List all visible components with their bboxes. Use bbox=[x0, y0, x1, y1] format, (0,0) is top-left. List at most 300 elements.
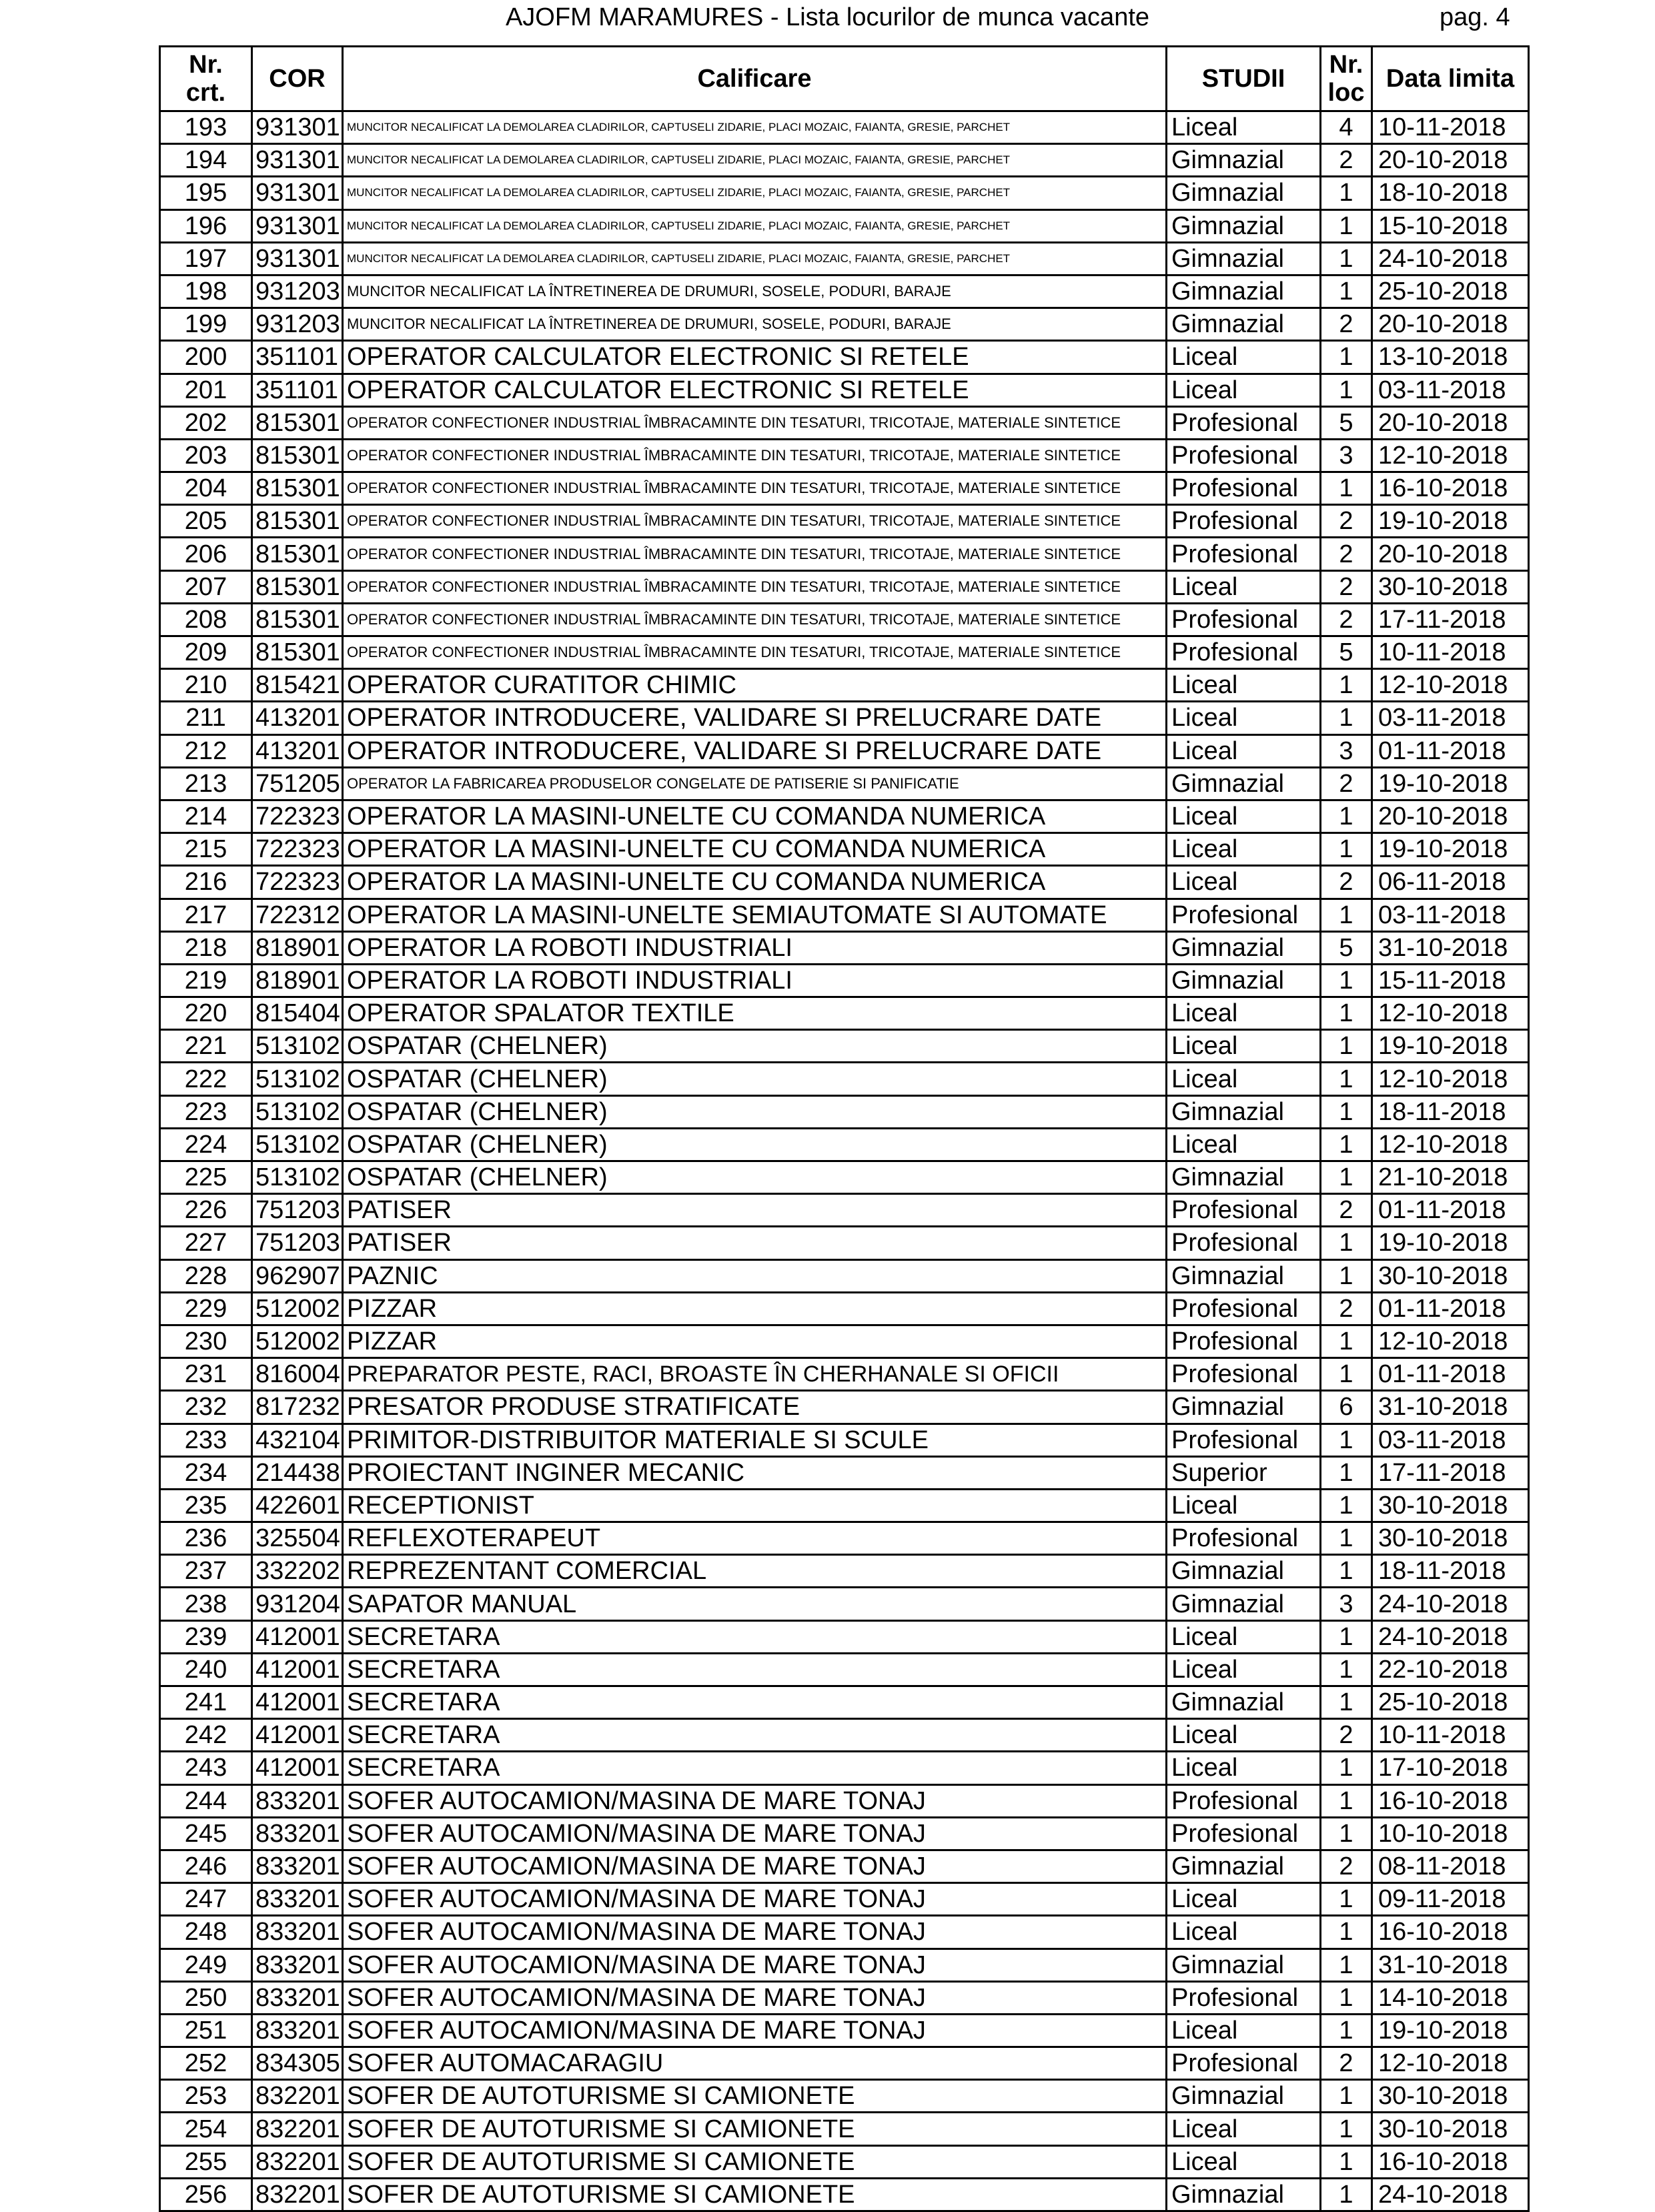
calificare-cell: SOFER AUTOCAMION/MASINA DE MARE TONAJ bbox=[343, 2014, 1167, 2047]
table-row bbox=[160, 439, 1529, 472]
table-row bbox=[160, 1161, 1529, 1194]
table-row bbox=[160, 1949, 1529, 1981]
cor-code-cell: 422601 bbox=[252, 1489, 343, 1522]
studii-cell: Liceal bbox=[1167, 997, 1321, 1030]
studii-cell: Gimnazial bbox=[1167, 964, 1321, 997]
data-limita-cell: 25-10-2018 bbox=[1372, 275, 1529, 308]
calificare-cell: OPERATOR LA FABRICAREA PRODUSELOR CONGELATE DE PATISERIE SI PANIFICATIE bbox=[343, 767, 1167, 800]
calificare-cell: SOFER AUTOCAMION/MASINA DE MARE TONAJ bbox=[343, 1784, 1167, 1817]
table-row bbox=[160, 2047, 1529, 2080]
cor-code-cell: 751203 bbox=[252, 1194, 343, 1227]
table-row bbox=[160, 899, 1529, 931]
studii-cell: Gimnazial bbox=[1167, 308, 1321, 341]
table-row bbox=[160, 1489, 1529, 1522]
row-number-cell: 221 bbox=[160, 1030, 252, 1063]
calificare-cell: SOFER DE AUTOTURISME SI CAMIONETE bbox=[343, 2113, 1167, 2145]
studii-cell: Profesional bbox=[1167, 1358, 1321, 1391]
cor-code-cell: 513102 bbox=[252, 1095, 343, 1128]
cor-code-cell: 815301 bbox=[252, 603, 343, 636]
data-limita-cell: 24-10-2018 bbox=[1372, 2178, 1529, 2211]
studii-cell: Gimnazial bbox=[1167, 2080, 1321, 2113]
nr-loc-cell: 1 bbox=[1321, 1424, 1372, 1456]
data-limita-cell: 19-10-2018 bbox=[1372, 2014, 1529, 2047]
data-limita-cell: 03-11-2018 bbox=[1372, 702, 1529, 734]
column-header-nr-loc-label: Nr. loc bbox=[1327, 51, 1365, 107]
calificare-cell: OPERATOR CONFECTIONER INDUSTRIAL ÎMBRACAMINTE DIN TESATURI, TRICOTAJE, MATERIALE SINTETICE bbox=[343, 505, 1167, 538]
data-limita-cell: 12-10-2018 bbox=[1372, 1063, 1529, 1095]
data-limita-cell: 30-10-2018 bbox=[1372, 570, 1529, 603]
studii-cell: Profesional bbox=[1167, 1424, 1321, 1456]
nr-loc-cell: 1 bbox=[1321, 1555, 1372, 1588]
studii-cell: Gimnazial bbox=[1167, 1588, 1321, 1620]
calificare-cell: OPERATOR INTRODUCERE, VALIDARE SI PRELUCRARE DATE bbox=[343, 702, 1167, 734]
cor-code-cell: 413201 bbox=[252, 734, 343, 767]
data-limita-cell: 01-11-2018 bbox=[1372, 1292, 1529, 1325]
nr-loc-cell: 1 bbox=[1321, 209, 1372, 242]
nr-loc-cell: 1 bbox=[1321, 1981, 1372, 2014]
cor-code-cell: 513102 bbox=[252, 1063, 343, 1095]
calificare-cell: OSPATAR (CHELNER) bbox=[343, 1095, 1167, 1128]
vacancies-table bbox=[159, 45, 1530, 2212]
calificare-cell: MUNCITOR NECALIFICAT LA ÎNTRETINEREA DE DRUMURI, SOSELE, PODURI, BARAJE bbox=[343, 308, 1167, 341]
row-number-cell: 217 bbox=[160, 899, 252, 931]
table-row bbox=[160, 1883, 1529, 1916]
nr-loc-cell: 1 bbox=[1321, 1817, 1372, 1850]
data-limita-cell: 12-10-2018 bbox=[1372, 2047, 1529, 2080]
nr-loc-cell: 1 bbox=[1321, 1916, 1372, 1949]
nr-loc-cell: 1 bbox=[1321, 1456, 1372, 1489]
table-row bbox=[160, 1916, 1529, 1949]
nr-loc-cell: 1 bbox=[1321, 899, 1372, 931]
table-row bbox=[160, 1325, 1529, 1357]
table-row bbox=[160, 1784, 1529, 1817]
data-limita-cell: 20-10-2018 bbox=[1372, 800, 1529, 833]
row-number-cell: 201 bbox=[160, 374, 252, 406]
calificare-cell: OPERATOR CALCULATOR ELECTRONIC SI RETELE bbox=[343, 341, 1167, 374]
cor-code-cell: 815301 bbox=[252, 636, 343, 669]
cor-code-cell: 931301 bbox=[252, 242, 343, 275]
table-row bbox=[160, 2080, 1529, 2113]
table-row bbox=[160, 1719, 1529, 1752]
row-number-cell: 227 bbox=[160, 1227, 252, 1259]
calificare-cell: SOFER AUTOCAMION/MASINA DE MARE TONAJ bbox=[343, 1916, 1167, 1949]
calificare-cell: OSPATAR (CHELNER) bbox=[343, 1030, 1167, 1063]
table-row bbox=[160, 636, 1529, 669]
studii-cell: Gimnazial bbox=[1167, 1686, 1321, 1719]
data-limita-cell: 18-11-2018 bbox=[1372, 1095, 1529, 1128]
row-number-cell: 237 bbox=[160, 1555, 252, 1588]
studii-cell: Liceal bbox=[1167, 1719, 1321, 1752]
data-limita-cell: 20-10-2018 bbox=[1372, 308, 1529, 341]
data-limita-cell: 30-10-2018 bbox=[1372, 1522, 1529, 1555]
calificare-cell: SOFER AUTOCAMION/MASINA DE MARE TONAJ bbox=[343, 1850, 1167, 1882]
row-number-cell: 218 bbox=[160, 931, 252, 964]
table-row bbox=[160, 2113, 1529, 2145]
nr-loc-cell: 1 bbox=[1321, 1489, 1372, 1522]
table-row bbox=[160, 1752, 1529, 1784]
nr-loc-cell: 5 bbox=[1321, 636, 1372, 669]
nr-loc-cell: 1 bbox=[1321, 1128, 1372, 1161]
data-limita-cell: 16-10-2018 bbox=[1372, 1784, 1529, 1817]
cor-code-cell: 931301 bbox=[252, 111, 343, 144]
cor-code-cell: 751203 bbox=[252, 1227, 343, 1259]
table-row bbox=[160, 767, 1529, 800]
nr-loc-cell: 2 bbox=[1321, 308, 1372, 341]
cor-code-cell: 815301 bbox=[252, 505, 343, 538]
calificare-cell: OPERATOR CONFECTIONER INDUSTRIAL ÎMBRACAMINTE DIN TESATURI, TRICOTAJE, MATERIALE SINTETICE bbox=[343, 538, 1167, 570]
table-row bbox=[160, 1095, 1529, 1128]
nr-loc-cell: 3 bbox=[1321, 439, 1372, 472]
row-number-cell: 193 bbox=[160, 111, 252, 144]
nr-loc-cell: 2 bbox=[1321, 1719, 1372, 1752]
studii-cell: Profesional bbox=[1167, 1227, 1321, 1259]
calificare-cell: PIZZAR bbox=[343, 1325, 1167, 1357]
calificare-cell: MUNCITOR NECALIFICAT LA DEMOLAREA CLADIRILOR, CAPTUSELI ZIDARIE, PLACI MOZAIC, FAIANTA, GRESIE, PARCHET bbox=[343, 242, 1167, 275]
nr-loc-cell: 5 bbox=[1321, 931, 1372, 964]
table-row bbox=[160, 1063, 1529, 1095]
cor-code-cell: 833201 bbox=[252, 1949, 343, 1981]
data-limita-cell: 15-11-2018 bbox=[1372, 964, 1529, 997]
row-number-cell: 250 bbox=[160, 1981, 252, 2014]
studii-cell: Gimnazial bbox=[1167, 1259, 1321, 1292]
row-number-cell: 233 bbox=[160, 1424, 252, 1456]
table-row bbox=[160, 734, 1529, 767]
data-limita-cell: 16-10-2018 bbox=[1372, 1916, 1529, 1949]
studii-cell: Gimnazial bbox=[1167, 1095, 1321, 1128]
row-number-cell: 215 bbox=[160, 833, 252, 866]
row-number-cell: 216 bbox=[160, 866, 252, 899]
row-number-cell: 198 bbox=[160, 275, 252, 308]
data-limita-cell: 03-11-2018 bbox=[1372, 374, 1529, 406]
calificare-cell: OPERATOR CONFECTIONER INDUSTRIAL ÎMBRACAMINTE DIN TESATURI, TRICOTAJE, MATERIALE SINTETICE bbox=[343, 439, 1167, 472]
table-row bbox=[160, 1588, 1529, 1620]
studii-cell: Profesional bbox=[1167, 1292, 1321, 1325]
cor-code-cell: 325504 bbox=[252, 1522, 343, 1555]
cor-code-cell: 931301 bbox=[252, 177, 343, 209]
data-limita-cell: 06-11-2018 bbox=[1372, 866, 1529, 899]
calificare-cell: SOFER AUTOCAMION/MASINA DE MARE TONAJ bbox=[343, 1981, 1167, 2014]
nr-loc-cell: 1 bbox=[1321, 1883, 1372, 1916]
row-number-cell: 246 bbox=[160, 1850, 252, 1882]
data-limita-cell: 30-10-2018 bbox=[1372, 1259, 1529, 1292]
studii-cell: Profesional bbox=[1167, 603, 1321, 636]
table-row bbox=[160, 800, 1529, 833]
column-header-nr-loc bbox=[1321, 47, 1372, 111]
calificare-cell: OPERATOR CONFECTIONER INDUSTRIAL ÎMBRACAMINTE DIN TESATURI, TRICOTAJE, MATERIALE SINTETICE bbox=[343, 406, 1167, 439]
nr-loc-cell: 1 bbox=[1321, 1095, 1372, 1128]
studii-cell: Gimnazial bbox=[1167, 1161, 1321, 1194]
studii-cell: Liceal bbox=[1167, 2014, 1321, 2047]
studii-cell: Profesional bbox=[1167, 505, 1321, 538]
nr-loc-cell: 2 bbox=[1321, 1850, 1372, 1882]
studii-cell: Gimnazial bbox=[1167, 1555, 1321, 1588]
row-number-cell: 240 bbox=[160, 1653, 252, 1686]
column-header-nr-crt bbox=[160, 47, 252, 111]
studii-cell: Profesional bbox=[1167, 1784, 1321, 1817]
row-number-cell: 228 bbox=[160, 1259, 252, 1292]
data-limita-cell: 17-11-2018 bbox=[1372, 1456, 1529, 1489]
studii-cell: Profesional bbox=[1167, 636, 1321, 669]
calificare-cell: OPERATOR CONFECTIONER INDUSTRIAL ÎMBRACAMINTE DIN TESATURI, TRICOTAJE, MATERIALE SINTETICE bbox=[343, 636, 1167, 669]
studii-cell: Superior bbox=[1167, 1456, 1321, 1489]
calificare-cell: SOFER DE AUTOTURISME SI CAMIONETE bbox=[343, 2145, 1167, 2178]
row-number-cell: 229 bbox=[160, 1292, 252, 1325]
cor-code-cell: 815301 bbox=[252, 570, 343, 603]
row-number-cell: 243 bbox=[160, 1752, 252, 1784]
row-number-cell: 248 bbox=[160, 1916, 252, 1949]
calificare-cell: OPERATOR LA MASINI-UNELTE CU COMANDA NUMERICA bbox=[343, 833, 1167, 866]
data-limita-cell: 18-10-2018 bbox=[1372, 177, 1529, 209]
nr-loc-cell: 1 bbox=[1321, 964, 1372, 997]
studii-cell: Liceal bbox=[1167, 1752, 1321, 1784]
data-limita-cell: 15-10-2018 bbox=[1372, 209, 1529, 242]
calificare-cell: OSPATAR (CHELNER) bbox=[343, 1161, 1167, 1194]
table-row bbox=[160, 209, 1529, 242]
cor-code-cell: 832201 bbox=[252, 2145, 343, 2178]
nr-loc-cell: 1 bbox=[1321, 1949, 1372, 1981]
column-header-nr-crt-label: Nr. crt. bbox=[185, 51, 226, 107]
nr-loc-cell: 1 bbox=[1321, 2080, 1372, 2113]
calificare-cell: OPERATOR CONFECTIONER INDUSTRIAL ÎMBRACAMINTE DIN TESATURI, TRICOTAJE, MATERIALE SINTETICE bbox=[343, 603, 1167, 636]
calificare-cell: OPERATOR CURATITOR CHIMIC bbox=[343, 669, 1167, 702]
calificare-cell: MUNCITOR NECALIFICAT LA DEMOLAREA CLADIRILOR, CAPTUSELI ZIDARIE, PLACI MOZAIC, FAIANTA, GRESIE, PARCHET bbox=[343, 111, 1167, 144]
studii-cell: Liceal bbox=[1167, 570, 1321, 603]
nr-loc-cell: 2 bbox=[1321, 866, 1372, 899]
studii-cell: Liceal bbox=[1167, 800, 1321, 833]
calificare-cell: PATISER bbox=[343, 1194, 1167, 1227]
data-limita-cell: 12-10-2018 bbox=[1372, 1325, 1529, 1357]
row-number-cell: 251 bbox=[160, 2014, 252, 2047]
cor-code-cell: 413201 bbox=[252, 702, 343, 734]
nr-loc-cell: 1 bbox=[1321, 669, 1372, 702]
table-row bbox=[160, 2014, 1529, 2047]
row-number-cell: 197 bbox=[160, 242, 252, 275]
cor-code-cell: 815301 bbox=[252, 406, 343, 439]
cor-code-cell: 815301 bbox=[252, 439, 343, 472]
data-limita-cell: 30-10-2018 bbox=[1372, 2113, 1529, 2145]
nr-loc-cell: 2 bbox=[1321, 767, 1372, 800]
document-title: AJOFM MARAMURES - Lista locurilor de munca vacante bbox=[505, 3, 1150, 31]
calificare-cell: PIZZAR bbox=[343, 1292, 1167, 1325]
page-header bbox=[0, 0, 1655, 40]
nr-loc-cell: 1 bbox=[1321, 1522, 1372, 1555]
nr-loc-cell: 1 bbox=[1321, 1752, 1372, 1784]
row-number-cell: 225 bbox=[160, 1161, 252, 1194]
nr-loc-cell: 1 bbox=[1321, 242, 1372, 275]
row-number-cell: 213 bbox=[160, 767, 252, 800]
cor-code-cell: 512002 bbox=[252, 1292, 343, 1325]
row-number-cell: 242 bbox=[160, 1719, 252, 1752]
nr-loc-cell: 2 bbox=[1321, 570, 1372, 603]
cor-code-cell: 962907 bbox=[252, 1259, 343, 1292]
calificare-cell: OPERATOR LA MASINI-UNELTE CU COMANDA NUMERICA bbox=[343, 866, 1167, 899]
table-row bbox=[160, 1555, 1529, 1588]
studii-cell: Profesional bbox=[1167, 899, 1321, 931]
data-limita-cell: 03-11-2018 bbox=[1372, 899, 1529, 931]
nr-loc-cell: 2 bbox=[1321, 144, 1372, 177]
cor-code-cell: 815301 bbox=[252, 472, 343, 505]
row-number-cell: 236 bbox=[160, 1522, 252, 1555]
studii-cell: Liceal bbox=[1167, 2145, 1321, 2178]
row-number-cell: 212 bbox=[160, 734, 252, 767]
studii-cell: Profesional bbox=[1167, 1522, 1321, 1555]
table-row bbox=[160, 1259, 1529, 1292]
data-limita-cell: 18-11-2018 bbox=[1372, 1555, 1529, 1588]
calificare-cell: MUNCITOR NECALIFICAT LA ÎNTRETINEREA DE DRUMURI, SOSELE, PODURI, BARAJE bbox=[343, 275, 1167, 308]
studii-cell: Liceal bbox=[1167, 111, 1321, 144]
studii-cell: Profesional bbox=[1167, 2047, 1321, 2080]
data-limita-cell: 10-10-2018 bbox=[1372, 1817, 1529, 1850]
row-number-cell: 238 bbox=[160, 1588, 252, 1620]
calificare-cell: SECRETARA bbox=[343, 1620, 1167, 1653]
cor-code-cell: 412001 bbox=[252, 1686, 343, 1719]
cor-code-cell: 931301 bbox=[252, 144, 343, 177]
table-row bbox=[160, 997, 1529, 1030]
row-number-cell: 223 bbox=[160, 1095, 252, 1128]
nr-loc-cell: 1 bbox=[1321, 2145, 1372, 2178]
nr-loc-cell: 1 bbox=[1321, 1030, 1372, 1063]
calificare-cell: REFLEXOTERAPEUT bbox=[343, 1522, 1167, 1555]
table-row bbox=[160, 2178, 1529, 2211]
data-limita-cell: 22-10-2018 bbox=[1372, 1653, 1529, 1686]
studii-cell: Gimnazial bbox=[1167, 1391, 1321, 1424]
table-row bbox=[160, 702, 1529, 734]
data-limita-cell: 21-10-2018 bbox=[1372, 1161, 1529, 1194]
calificare-cell: SAPATOR MANUAL bbox=[343, 1588, 1167, 1620]
cor-code-cell: 412001 bbox=[252, 1653, 343, 1686]
calificare-cell: PAZNIC bbox=[343, 1259, 1167, 1292]
calificare-cell: OPERATOR CONFECTIONER INDUSTRIAL ÎMBRACAMINTE DIN TESATURI, TRICOTAJE, MATERIALE SINTETICE bbox=[343, 472, 1167, 505]
cor-code-cell: 931301 bbox=[252, 209, 343, 242]
nr-loc-cell: 2 bbox=[1321, 538, 1372, 570]
data-limita-cell: 16-10-2018 bbox=[1372, 472, 1529, 505]
calificare-cell: OSPATAR (CHELNER) bbox=[343, 1128, 1167, 1161]
table-row bbox=[160, 570, 1529, 603]
studii-cell: Gimnazial bbox=[1167, 144, 1321, 177]
data-limita-cell: 24-10-2018 bbox=[1372, 1620, 1529, 1653]
cor-code-cell: 513102 bbox=[252, 1030, 343, 1063]
table-row bbox=[160, 111, 1529, 144]
data-limita-cell: 19-10-2018 bbox=[1372, 1030, 1529, 1063]
nr-loc-cell: 1 bbox=[1321, 1653, 1372, 1686]
row-number-cell: 210 bbox=[160, 669, 252, 702]
nr-loc-cell: 1 bbox=[1321, 2014, 1372, 2047]
nr-loc-cell: 3 bbox=[1321, 1588, 1372, 1620]
studii-cell: Gimnazial bbox=[1167, 275, 1321, 308]
table-row bbox=[160, 2145, 1529, 2178]
data-limita-cell: 30-10-2018 bbox=[1372, 2080, 1529, 2113]
row-number-cell: 208 bbox=[160, 603, 252, 636]
data-limita-cell: 20-10-2018 bbox=[1372, 406, 1529, 439]
table-row bbox=[160, 1424, 1529, 1456]
cor-code-cell: 722323 bbox=[252, 866, 343, 899]
table-row bbox=[160, 242, 1529, 275]
calificare-cell: SOFER DE AUTOTURISME SI CAMIONETE bbox=[343, 2080, 1167, 2113]
column-header-data-limita: Data limita bbox=[1372, 47, 1529, 111]
data-limita-cell: 30-10-2018 bbox=[1372, 1489, 1529, 1522]
nr-loc-cell: 1 bbox=[1321, 1784, 1372, 1817]
nr-loc-cell: 1 bbox=[1321, 374, 1372, 406]
row-number-cell: 196 bbox=[160, 209, 252, 242]
calificare-cell: RECEPTIONIST bbox=[343, 1489, 1167, 1522]
studii-cell: Gimnazial bbox=[1167, 2178, 1321, 2211]
table-row bbox=[160, 406, 1529, 439]
data-limita-cell: 19-10-2018 bbox=[1372, 505, 1529, 538]
nr-loc-cell: 1 bbox=[1321, 1161, 1372, 1194]
data-limita-cell: 14-10-2018 bbox=[1372, 1981, 1529, 2014]
row-number-cell: 247 bbox=[160, 1883, 252, 1916]
table-header-row bbox=[160, 47, 1529, 111]
row-number-cell: 234 bbox=[160, 1456, 252, 1489]
studii-cell: Liceal bbox=[1167, 2113, 1321, 2145]
data-limita-cell: 12-10-2018 bbox=[1372, 1128, 1529, 1161]
row-number-cell: 239 bbox=[160, 1620, 252, 1653]
table-row bbox=[160, 1292, 1529, 1325]
row-number-cell: 203 bbox=[160, 439, 252, 472]
row-number-cell: 207 bbox=[160, 570, 252, 603]
data-limita-cell: 13-10-2018 bbox=[1372, 341, 1529, 374]
nr-loc-cell: 1 bbox=[1321, 177, 1372, 209]
row-number-cell: 253 bbox=[160, 2080, 252, 2113]
studii-cell: Gimnazial bbox=[1167, 177, 1321, 209]
data-limita-cell: 12-10-2018 bbox=[1372, 439, 1529, 472]
table-row bbox=[160, 833, 1529, 866]
table-row bbox=[160, 341, 1529, 374]
studii-cell: Gimnazial bbox=[1167, 209, 1321, 242]
table-row bbox=[160, 964, 1529, 997]
cor-code-cell: 833201 bbox=[252, 1883, 343, 1916]
table-row bbox=[160, 931, 1529, 964]
calificare-cell: OPERATOR LA MASINI-UNELTE SEMIAUTOMATE SI AUTOMATE bbox=[343, 899, 1167, 931]
data-limita-cell: 24-10-2018 bbox=[1372, 1588, 1529, 1620]
table-row bbox=[160, 1620, 1529, 1653]
nr-loc-cell: 4 bbox=[1321, 111, 1372, 144]
cor-code-cell: 832201 bbox=[252, 2178, 343, 2211]
table-row bbox=[160, 1128, 1529, 1161]
data-limita-cell: 25-10-2018 bbox=[1372, 1686, 1529, 1719]
table-row bbox=[160, 1653, 1529, 1686]
calificare-cell: PREPARATOR PESTE, RACI, BROASTE ÎN CHERHANALE SI OFICII bbox=[343, 1358, 1167, 1391]
studii-cell: Liceal bbox=[1167, 1030, 1321, 1063]
table-row bbox=[160, 866, 1529, 899]
table-row bbox=[160, 603, 1529, 636]
studii-cell: Liceal bbox=[1167, 866, 1321, 899]
calificare-cell: PROIECTANT INGINER MECANIC bbox=[343, 1456, 1167, 1489]
row-number-cell: 194 bbox=[160, 144, 252, 177]
cor-code-cell: 815421 bbox=[252, 669, 343, 702]
table-row bbox=[160, 1686, 1529, 1719]
cor-code-cell: 815404 bbox=[252, 997, 343, 1030]
calificare-cell: REPREZENTANT COMERCIAL bbox=[343, 1555, 1167, 1588]
table-row bbox=[160, 1817, 1529, 1850]
table-row bbox=[160, 1850, 1529, 1882]
row-number-cell: 199 bbox=[160, 308, 252, 341]
cor-code-cell: 833201 bbox=[252, 2014, 343, 2047]
calificare-cell: SECRETARA bbox=[343, 1686, 1167, 1719]
cor-code-cell: 832201 bbox=[252, 2113, 343, 2145]
data-limita-cell: 01-11-2018 bbox=[1372, 734, 1529, 767]
studii-cell: Profesional bbox=[1167, 1981, 1321, 2014]
row-number-cell: 256 bbox=[160, 2178, 252, 2211]
nr-loc-cell: 2 bbox=[1321, 505, 1372, 538]
nr-loc-cell: 1 bbox=[1321, 341, 1372, 374]
table-row bbox=[160, 1227, 1529, 1259]
cor-code-cell: 351101 bbox=[252, 374, 343, 406]
row-number-cell: 204 bbox=[160, 472, 252, 505]
table-row bbox=[160, 472, 1529, 505]
cor-code-cell: 332202 bbox=[252, 1555, 343, 1588]
row-number-cell: 241 bbox=[160, 1686, 252, 1719]
